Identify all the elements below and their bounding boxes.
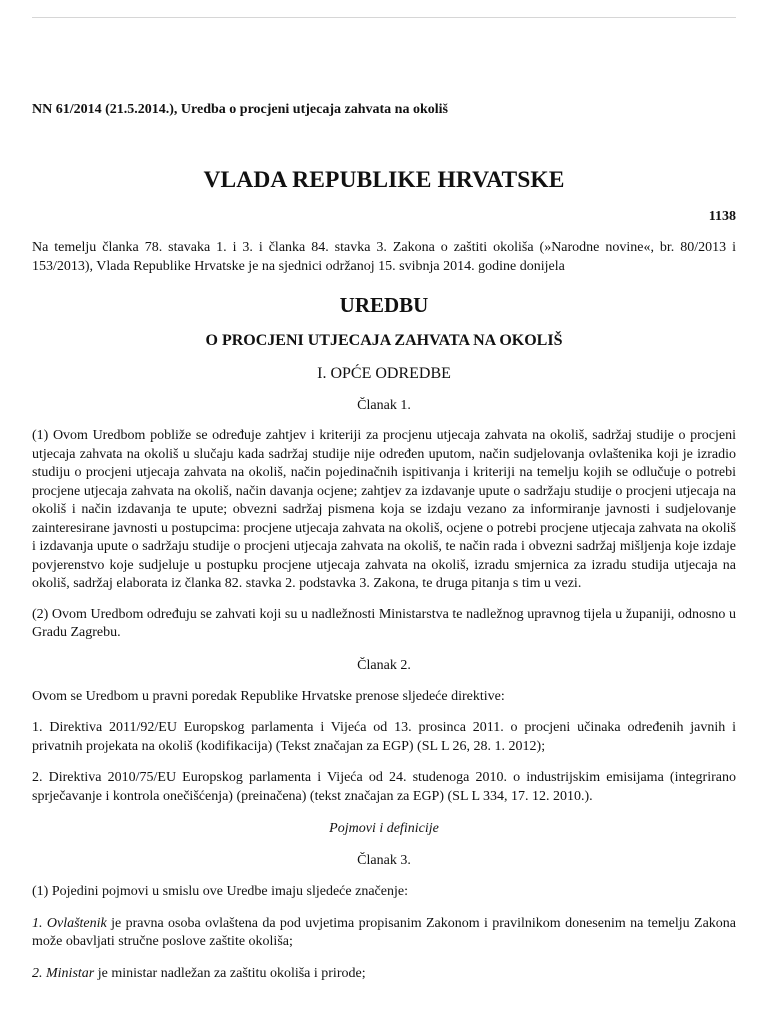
definition-2-text: je ministar nadležan za zaštitu okoliša i prirode; [94, 965, 366, 981]
definition-1-text: je pravna osoba ovlaštena da pod uvjetima propisanim Zakonom i pravilnikom donesenim na temelju Zakona može obavljati stručne poslove zaštite okoliša; [32, 915, 737, 949]
article-1-title: Članak 1. [357, 398, 411, 413]
definition-1 [32, 915, 736, 952]
article-1-paragraph-1: (1) Ovom Uredbom pobliže se određuje zahtjev i kriteriji za procjenu utjecaja zahvata na okoliš, sadržaj studije o procjeni utjecaja zahvata na okoliš u slučaju kada sadržaj studije nije određen uputom, način sudjelovanja ovlaštenika koji je izradio studiju o procjeni utjecaja zahvata na okoliš, način pojedinačnih ispitivanja i kriteriji na temelju kojih se odlučuje o potrebi procjene utjecaja zahvata na okoliš, način davanja ocjene; zahtjev za izdavanje upute o sadržaju studije o procjeni utjecaja na okoliš i način izdavanja te upute; obvezni sadržaj pismena koja se izdaju vezano za informiranje javnosti i sudjelovanje zainteresirane javnosti u postupcima: procjene utjecaja zahvata na okoliš, ocjene o potrebi procjene utjecaja zahvata na okoliš i izdavanja upute o sadržaju studije o procjeni utjecaja zahvata na okoliš, te način rada i obvezni sadržaj mišljenja koje izdaje povjerenstvo koje sudjeluje u postupku procjene utjecaja zahvata na okoliš, izradu smjernica za izradu studija utjecaja na okoliš, sadržaj elaborata iz članka 82. stavka 2. podstavka 3. Zakona, te druga pitanja s tim u vezi. [32, 428, 736, 591]
article-2-title: Članak 2. [357, 657, 411, 673]
document-page [32, 101, 736, 983]
definition-2-term: 2. Ministar [32, 965, 95, 981]
act-title: O PROCJENI UTJECAJA ZAHVATA NA OKOLIŠ [205, 332, 563, 349]
article-2-item-1: 1. Direktiva 2011/92/EU Europskog parlamenta i Vijeća od 13. prosinca 2011. o procjeni učinaka određenih javnih i privatnih projekata na okoliš (kodifikacija) (Tekst značajan za EGP) (SL L 26, 28. 1. 2012); [32, 720, 736, 754]
article-3-lead: (1) Pojedini pojmovi u smislu ove Uredbe imaju sljedeće značenje: [32, 884, 408, 899]
definitions-heading: Pojmovi i definicije [329, 821, 439, 836]
article-2-item-2: 2. Direktiva 2010/75/EU Europskog parlamenta i Vijeća od 24. studenoga 2010. o industrijskim emisijama (integrirano sprječavanje i kontrola onečišćenja) (preinačena) (tekst značajan za EGP) (SL L 334, 17. 12. 2010.). [32, 770, 736, 804]
article-2-lead: Ovom se Uredbom u pravni poredak Republike Hrvatske prenose sljedeće direktive: [32, 688, 505, 704]
article-1-paragraph-2: (2) Ovom Uredbom određuju se zahvati koji su u nadležnosti Ministarstva te nadležnog upravnog tijela u županiji, odnosno u Gradu Zagrebu. [32, 606, 736, 640]
act-type-title: UREDBU [339, 293, 429, 317]
top-divider [32, 17, 736, 18]
preamble-paragraph: Na temelju članka 78. stavaka 1. i 3. i članka 84. stavka 3. Zakona o zaštiti okoliša (»Narodne novine«, br. 80/2013 i 153/2013), Vlada Republike Hrvatske je na sjednici održanoj 15. svibnja 2014. godine donijela [32, 240, 736, 274]
issuer-title: VLADA REPUBLIKE HRVATSKE [203, 167, 565, 193]
article-3-title: Članak 3. [357, 853, 411, 868]
section-title: I. OPĆE ODREDBE [317, 365, 451, 382]
definition-1-term: 1. Ovlaštenik [32, 915, 107, 931]
document-number: 1138 [708, 209, 736, 224]
definition-2 [32, 965, 736, 984]
document-citation: NN 61/2014 (21.5.2014.), Uredba o procjeni utjecaja zahvata na okoliš [32, 102, 448, 117]
